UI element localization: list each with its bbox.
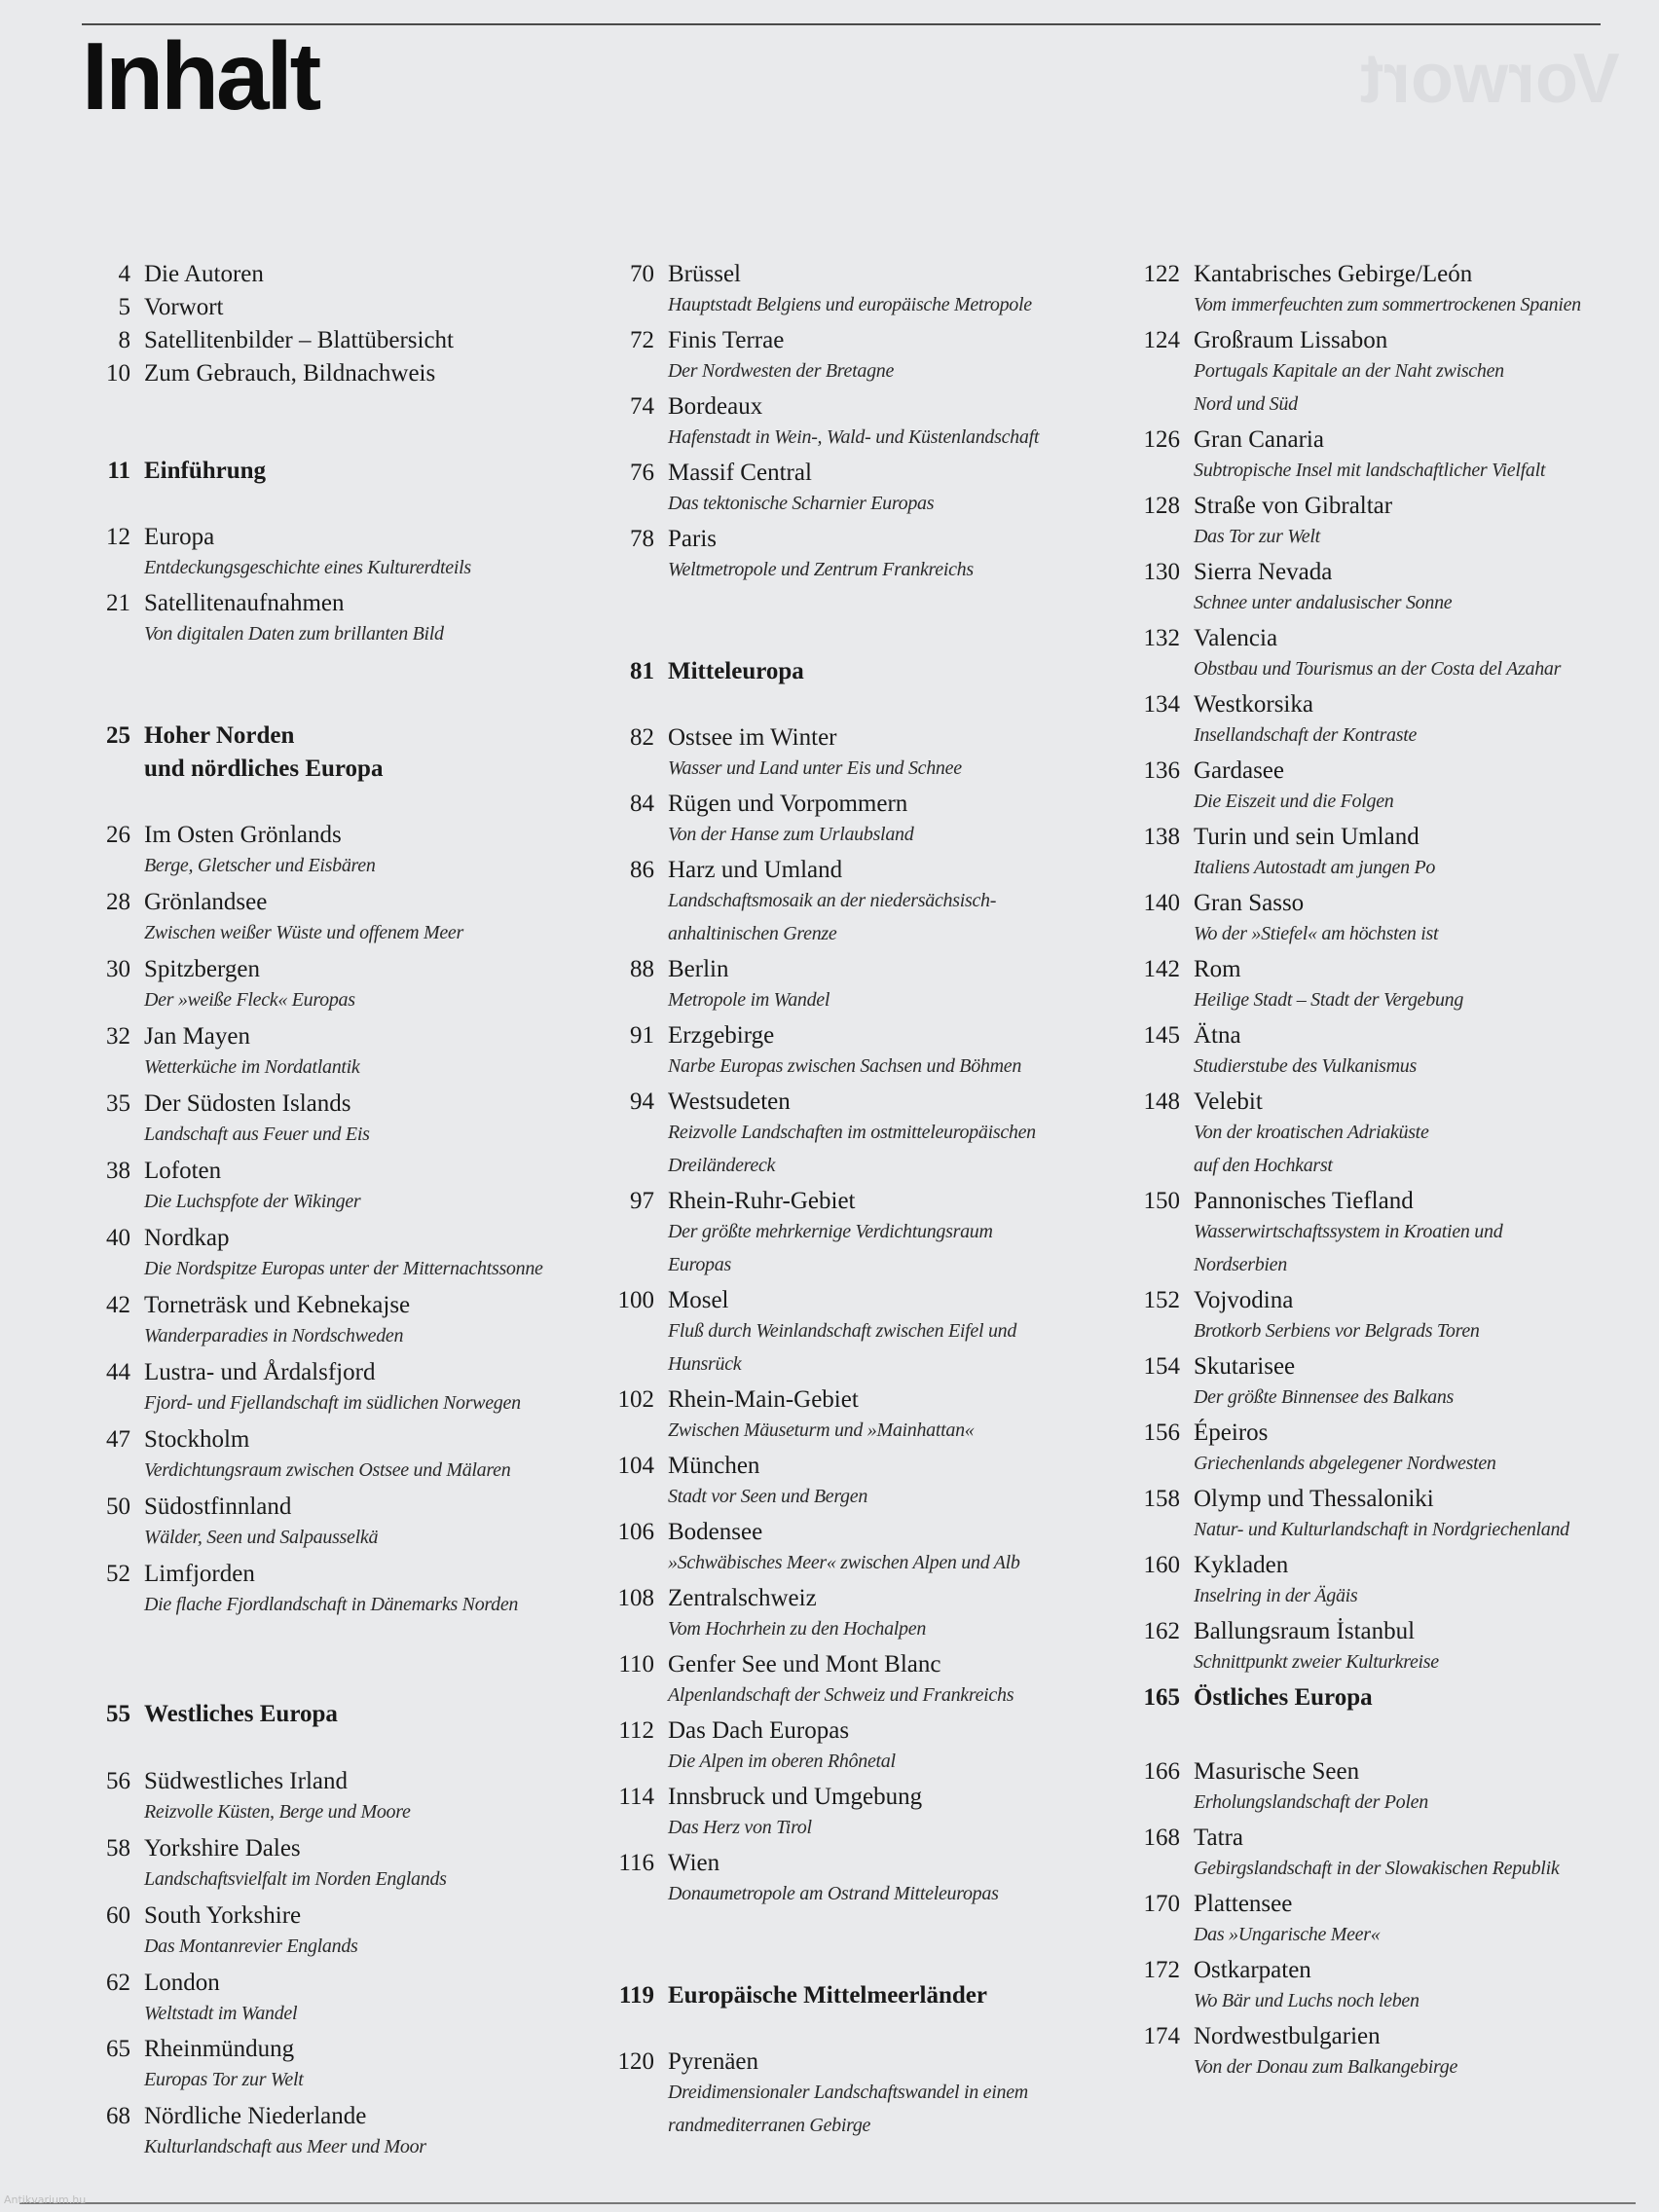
toc-entry-subtitle: Die Alpen im oberen Rhônetal — [668, 1751, 896, 1772]
toc-entry-subtitle: Europas Tor zur Welt — [144, 2069, 304, 2090]
toc-page-number: 120 — [617, 2048, 654, 2075]
toc-entry-title: Velebit — [1194, 1088, 1263, 1115]
toc-page-number: 58 — [106, 1835, 130, 1862]
toc-entry-subtitle: Landschaftsvielfalt im Norden Englands — [144, 1868, 447, 1890]
toc-entry-title: Gran Sasso — [1194, 890, 1305, 916]
toc-entry-subtitle: Hunsrück — [668, 1353, 742, 1375]
toc-entry-subtitle: Donaumetropole am Ostrand Mitteleuropas — [668, 1883, 999, 1904]
toc-entry-subtitle: Der größte Binnensee des Balkans — [1194, 1386, 1455, 1408]
toc-entry-subtitle: Brotkorb Serbiens vor Belgrads Toren — [1194, 1320, 1480, 1342]
toc-entry-title: Straße von Gibraltar — [1194, 493, 1393, 519]
toc-entry-title: Bodensee — [668, 1519, 763, 1545]
toc-page-number: 56 — [106, 1768, 130, 1794]
toc-page-number: 124 — [1143, 327, 1180, 353]
toc-entry-subtitle: Landschaft aus Feuer und Eis — [144, 1124, 370, 1145]
toc-entry-title: Finis Terrae — [668, 327, 785, 353]
toc-entry-title: Innsbruck und Umgebung — [668, 1784, 923, 1810]
toc-page-number: 108 — [617, 1585, 654, 1611]
toc-entry-subtitle: Wälder, Seen und Salpausselkä — [144, 1527, 379, 1548]
toc-entry-title: Limfjorden — [144, 1561, 255, 1587]
toc-page-number: 116 — [618, 1850, 654, 1876]
toc-page-number: 47 — [106, 1426, 130, 1453]
toc-page-number: 154 — [1143, 1353, 1180, 1380]
toc-page-number: 72 — [630, 327, 654, 353]
toc-page-number: 32 — [106, 1023, 130, 1050]
toc-entry-title: Turin und sein Umland — [1194, 824, 1419, 850]
toc-entry-subtitle: Studierstube des Vulkanismus — [1194, 1055, 1417, 1077]
toc-entry-title: Valencia — [1194, 625, 1278, 651]
toc-entry-title: Plattensee — [1194, 1891, 1293, 1917]
toc-entry-title: Lofoten — [144, 1158, 222, 1184]
toc-page-number: 10 — [106, 360, 130, 387]
toc-entry-subtitle: Der größte mehrkernige Verdichtungsraum — [668, 1221, 993, 1242]
toc-entry-subtitle: Nordserbien — [1194, 1254, 1287, 1275]
toc-page-number: 132 — [1143, 625, 1180, 651]
toc-entry-subtitle: Von der Donau zum Balkangebirge — [1194, 2056, 1458, 2078]
toc-entry-title: South Yorkshire — [144, 1902, 302, 1929]
toc-entry-title: Östliches Europa — [1194, 1684, 1373, 1711]
toc-entry-subtitle: Gebirgslandschaft in der Slowakischen Republik — [1194, 1858, 1560, 1879]
toc-entry-title: Rom — [1194, 956, 1241, 982]
toc-page-number: 25 — [106, 722, 130, 749]
toc-page-number: 65 — [106, 2036, 130, 2062]
toc-page-number: 134 — [1143, 691, 1180, 718]
toc-entry-subtitle: Von digitalen Daten zum brillanten Bild — [144, 623, 444, 645]
toc-page-number: 166 — [1143, 1758, 1180, 1785]
toc-entry-title: Gardasee — [1194, 757, 1284, 784]
toc-page-number: 42 — [106, 1292, 130, 1318]
toc-page-number: 145 — [1143, 1022, 1180, 1049]
toc-page-number: 94 — [630, 1088, 654, 1115]
toc-page-number: 119 — [618, 1982, 654, 2009]
toc-entry-title: Nordwestbulgarien — [1194, 2023, 1381, 2049]
toc-entry-subtitle: Hafenstadt in Wein-, Wald- und Küstenlandschaft — [668, 426, 1040, 448]
toc-entry-subtitle: Der Nordwesten der Bretagne — [668, 360, 895, 382]
toc-entry-subtitle: Wasser und Land unter Eis und Schnee — [668, 757, 962, 779]
toc-entry-subtitle: Berge, Gletscher und Eisbären — [144, 855, 376, 876]
toc-page-number: 40 — [106, 1225, 130, 1251]
toc-entry-title: Im Osten Grönlands — [144, 822, 342, 848]
toc-entry-title: Satellitenaufnahmen — [144, 590, 345, 616]
toc-page-number: 91 — [630, 1022, 654, 1049]
toc-page-number: 168 — [1143, 1825, 1180, 1851]
toc-entry-title: Rügen und Vorpommern — [668, 791, 908, 817]
toc-entry-title: Zentralschweiz — [668, 1585, 817, 1611]
toc-entry-title: Die Autoren — [144, 261, 264, 287]
toc-page-number: 60 — [106, 1902, 130, 1929]
toc-entry-title: London — [144, 1970, 220, 1996]
toc-page-number: 136 — [1143, 757, 1180, 784]
toc-page-number: 122 — [1143, 261, 1180, 287]
toc-entry-subtitle: Erholungslandschaft der Polen — [1194, 1791, 1428, 1813]
toc-entry-title: Der Südosten Islands — [144, 1090, 351, 1117]
toc-entry-title: Wien — [668, 1850, 720, 1876]
toc-page-number: 30 — [106, 956, 130, 982]
toc-entry-title: Jan Mayen — [144, 1023, 250, 1050]
toc-page-number: 165 — [1143, 1684, 1180, 1711]
toc-entry-subtitle: Stadt vor Seen und Bergen — [668, 1486, 868, 1507]
toc-page-number: 158 — [1143, 1486, 1180, 1512]
toc-page-number: 76 — [630, 460, 654, 486]
toc-entry-subtitle: Vom Hochrhein zu den Hochalpen — [668, 1618, 927, 1640]
toc-entry-subtitle: Hauptstadt Belgiens und europäische Metropole — [668, 294, 1032, 315]
toc-entry-subtitle: Insellandschaft der Kontraste — [1194, 724, 1418, 746]
toc-entry-title: Sierra Nevada — [1194, 559, 1333, 585]
toc-entry-title: Spitzbergen — [144, 956, 260, 982]
toc-entry-subtitle: Weltstadt im Wandel — [144, 2003, 298, 2024]
toc-page-number: 26 — [106, 822, 130, 848]
toc-page-number: 160 — [1143, 1552, 1180, 1578]
toc-entry-title: Grönlandsee — [144, 889, 268, 915]
toc-page-number: 88 — [630, 956, 654, 982]
toc-entry-subtitle: Verdichtungsraum zwischen Ostsee und Mälaren — [144, 1459, 511, 1481]
toc-entry-subtitle: Schnee unter andalusischer Sonne — [1194, 592, 1453, 613]
toc-entry-title: Das Dach Europas — [668, 1717, 850, 1744]
toc-entry-title: Torneträsk und Kebnekajse — [144, 1292, 411, 1318]
toc-entry-subtitle: Zwischen weißer Wüste und offenem Meer — [144, 922, 463, 943]
toc-page-number: 102 — [617, 1386, 654, 1413]
toc-entry-subtitle: Zwischen Mäuseturm und »Mainhattan« — [668, 1419, 975, 1441]
toc-page-number: 142 — [1143, 956, 1180, 982]
toc-page-number: 4 — [118, 261, 130, 287]
toc-page-number: 21 — [106, 590, 130, 616]
toc-page-number: 82 — [630, 724, 654, 751]
toc-page-number: 114 — [618, 1784, 654, 1810]
toc-entry-subtitle: Heilige Stadt – Stadt der Vergebung — [1194, 989, 1464, 1011]
toc-page-number: 81 — [630, 658, 654, 684]
toc-page-number: 78 — [630, 526, 654, 552]
toc-entry-title: Tatra — [1194, 1825, 1243, 1851]
toc-entry-subtitle: Subtropische Insel mit landschaftlicher Vielfalt — [1194, 460, 1546, 481]
toc-entry-title: Pannonisches Tiefland — [1194, 1188, 1414, 1214]
toc-entry-subtitle: Italiens Autostadt am jungen Po — [1194, 857, 1436, 878]
toc-entry-title: München — [668, 1453, 760, 1479]
toc-entry-title: Vojvodina — [1194, 1287, 1294, 1313]
toc-entry-subtitle: Reizvolle Küsten, Berge und Moore — [144, 1801, 411, 1823]
toc-entry-title: Épeiros — [1194, 1419, 1269, 1446]
toc-page-number: 28 — [106, 889, 130, 915]
toc-entry-subtitle: Das Tor zur Welt — [1194, 526, 1320, 547]
toc-page-number: 150 — [1143, 1188, 1180, 1214]
toc-entry-subtitle: Narbe Europas zwischen Sachsen und Böhmen — [668, 1055, 1022, 1077]
toc-entry-subtitle: Nord und Süd — [1194, 393, 1298, 415]
toc-entry-subtitle: Natur- und Kulturlandschaft in Nordgriechenland — [1194, 1519, 1569, 1540]
toc-page-number: 38 — [106, 1158, 130, 1184]
toc-entry-title: Stockholm — [144, 1426, 250, 1453]
toc-entry-title: Südwestliches Irland — [144, 1768, 348, 1794]
toc-entry-subtitle: Wetterküche im Nordatlantik — [144, 1056, 360, 1078]
toc-page-number: 110 — [618, 1651, 654, 1677]
toc-entry-title: Ätna — [1194, 1022, 1241, 1049]
toc-page-number: 162 — [1143, 1618, 1180, 1644]
toc-page-number: 172 — [1143, 1957, 1180, 1983]
toc-entry-title: Rheinmündung — [144, 2036, 295, 2062]
toc-entry-subtitle: Inselring in der Ägäis — [1194, 1585, 1358, 1606]
toc-entry-title: Olymp und Thessaloniki — [1194, 1486, 1434, 1512]
toc-page-number: 148 — [1143, 1088, 1180, 1115]
toc-entry-subtitle: Dreidimensionaler Landschaftswandel in einem — [668, 2082, 1028, 2103]
toc-page-number: 68 — [106, 2103, 130, 2129]
toc-entry-title: Bordeaux — [668, 393, 763, 420]
toc-entry-title: Mosel — [668, 1287, 729, 1313]
toc-entry-title: Rhein-Ruhr-Gebiet — [668, 1188, 856, 1214]
toc-entry-title: Zum Gebrauch, Bildnachweis — [144, 360, 436, 387]
toc-entry-title: Westkorsika — [1194, 691, 1313, 718]
toc-entry-subtitle: Weltmetropole und Zentrum Frankreichs — [668, 559, 974, 580]
toc-entry-subtitle: Das »Ungarische Meer« — [1194, 1924, 1381, 1945]
toc-entry-title: Skutarisee — [1194, 1353, 1296, 1380]
toc-page-number: 70 — [630, 261, 654, 287]
toc-page-number: 35 — [106, 1090, 130, 1117]
toc-entry-subtitle: Wo Bär und Luchs noch leben — [1194, 1990, 1419, 2011]
toc-page-number: 86 — [630, 857, 654, 883]
toc-entry-title: Erzgebirge — [668, 1022, 775, 1049]
toc-page-number: 50 — [106, 1493, 130, 1520]
toc-entry-title: Brüssel — [668, 261, 741, 287]
toc-entry-title: Hoher Norden — [144, 722, 295, 749]
toc-entry-title: Ballungsraum İstanbul — [1194, 1618, 1416, 1644]
toc-entry-subtitle: Fluß durch Weinlandschaft zwischen Eifel und — [668, 1320, 1017, 1342]
toc-entry-subtitle: Entdeckungsgeschichte eines Kulturerdteils — [144, 557, 471, 578]
toc-entry-title: Westsudeten — [668, 1088, 791, 1115]
toc-entry-subtitle: Portugals Kapitale an der Naht zwischen — [1194, 360, 1504, 382]
toc-entry-subtitle: anhaltinischen Grenze — [668, 923, 837, 944]
toc-page-number: 74 — [630, 393, 654, 420]
toc-entry-subtitle: Das Montanrevier Englands — [144, 1936, 358, 1957]
toc-entry-subtitle: Dreiländereck — [668, 1155, 776, 1176]
toc-entry-subtitle: Von der Hanse zum Urlaubsland — [668, 824, 914, 845]
toc-entry-title: Vorwort — [144, 294, 224, 320]
toc-entry-title: Berlin — [668, 956, 729, 982]
toc-page-number: 97 — [630, 1188, 654, 1214]
toc-page-number: 138 — [1143, 824, 1180, 850]
toc-page-number: 55 — [106, 1701, 130, 1727]
toc-entry-subtitle: Das tektonische Scharnier Europas — [668, 493, 935, 514]
toc-page-number: 106 — [617, 1519, 654, 1545]
toc-entry-title: Südostfinnland — [144, 1493, 292, 1520]
toc-page-number: 62 — [106, 1970, 130, 1996]
toc-entry-subtitle: randmediterranen Gebirge — [668, 2115, 871, 2136]
toc-entry-title: Masurische Seen — [1194, 1758, 1360, 1785]
bottom-rule — [19, 2202, 1636, 2204]
toc-entry-title: Genfer See und Mont Blanc — [668, 1651, 941, 1677]
toc-entry-subtitle: Vom immerfeuchten zum sommertrockenen Spanien — [1194, 294, 1581, 315]
toc-entry-title-line2: und nördliches Europa — [144, 756, 384, 782]
toc-entry-subtitle: Die Nordspitze Europas unter der Mitternachtssonne — [144, 1258, 543, 1279]
toc-entry-title: Kykladen — [1194, 1552, 1289, 1578]
toc-page-number: 152 — [1143, 1287, 1180, 1313]
toc-entry-subtitle: auf den Hochkarst — [1194, 1155, 1333, 1176]
toc-entry-subtitle: Wanderparadies in Nordschweden — [144, 1325, 404, 1346]
toc-entry-title: Gran Canaria — [1194, 426, 1324, 453]
toc-entry-title: Ostkarpaten — [1194, 1957, 1311, 1983]
toc-entry-title: Rhein-Main-Gebiet — [668, 1386, 859, 1413]
toc-entry-subtitle: Die flache Fjordlandschaft in Dänemarks Norden — [144, 1594, 519, 1615]
toc-entry-title: Pyrenäen — [668, 2048, 759, 2075]
toc-page-number: 44 — [106, 1359, 130, 1385]
toc-page-number: 140 — [1143, 890, 1180, 916]
toc-entry-title: Paris — [668, 526, 717, 552]
toc-page-number: 12 — [106, 524, 130, 550]
toc-entry-subtitle: Die Luchspfote der Wikinger — [144, 1191, 361, 1212]
toc-entry-subtitle: Wo der »Stiefel« am höchsten ist — [1194, 923, 1439, 944]
toc-entry-title: Ostsee im Winter — [668, 724, 837, 751]
toc-page-number: 156 — [1143, 1419, 1180, 1446]
toc-entry-subtitle: Wasserwirtschaftssystem in Kroatien und — [1194, 1221, 1503, 1242]
toc-entry-subtitle: Schnittpunkt zweier Kulturkreise — [1194, 1651, 1439, 1673]
toc-page-number: 11 — [107, 458, 130, 484]
toc-entry-subtitle: Fjord- und Fjellandschaft im südlichen Norwegen — [144, 1392, 521, 1414]
toc-entry-subtitle: Metropole im Wandel — [668, 989, 830, 1011]
ghost-heading-show-through: Vorwort — [1360, 40, 1620, 118]
toc-entry-subtitle: Reizvolle Landschaften im ostmitteleuropäischen — [668, 1122, 1036, 1143]
toc-entry-subtitle: Kulturlandschaft aus Meer und Moor — [144, 2136, 426, 2157]
toc-entry-subtitle: Europas — [668, 1254, 731, 1275]
toc-entry-title: Europäische Mittelmeerländer — [668, 1982, 987, 2009]
toc-entry-title: Großraum Lissabon — [1194, 327, 1388, 353]
toc-entry-title: Einführung — [144, 458, 267, 484]
page-title: Inhalt — [82, 22, 319, 129]
watermark: Antikvarium.hu — [4, 2194, 87, 2206]
toc-entry-title: Yorkshire Dales — [144, 1835, 301, 1862]
toc-page-number: 104 — [617, 1453, 654, 1479]
toc-entry-subtitle: Der »weiße Fleck« Europas — [144, 989, 355, 1011]
toc-entry-title: Satellitenbilder – Blattübersicht — [144, 327, 454, 353]
toc-page-number: 128 — [1143, 493, 1180, 519]
toc-entry-title: Europa — [144, 524, 215, 550]
toc-page-number: 100 — [617, 1287, 654, 1313]
toc-entry-subtitle: Obstbau und Tourismus an der Costa del Azahar — [1194, 658, 1562, 680]
toc-entry-title: Nördliche Niederlande — [144, 2103, 367, 2129]
toc-page-number: 126 — [1143, 426, 1180, 453]
toc-page-number: 5 — [118, 294, 130, 320]
toc-entry-title: Kantabrisches Gebirge/León — [1194, 261, 1473, 287]
toc-entry-title: Nordkap — [144, 1225, 230, 1251]
toc-entry-subtitle: Das Herz von Tirol — [668, 1817, 812, 1838]
toc-entry-subtitle: Die Eiszeit und die Folgen — [1194, 791, 1394, 812]
toc-entry-title: Lustra- und Årdalsfjord — [144, 1359, 376, 1385]
toc-page-number: 170 — [1143, 1891, 1180, 1917]
toc-page-number: 8 — [118, 327, 130, 353]
toc-page-number: 130 — [1143, 559, 1180, 585]
toc-page-number: 52 — [106, 1561, 130, 1587]
toc-page-number: 174 — [1143, 2023, 1180, 2049]
toc-entry-title: Mitteleuropa — [668, 658, 804, 684]
toc-entry-title: Westliches Europa — [144, 1701, 338, 1727]
toc-entry-subtitle: Alpenlandschaft der Schweiz und Frankreichs — [668, 1684, 1014, 1706]
toc-entry-title: Massif Central — [668, 460, 812, 486]
toc-page-number: 84 — [630, 791, 654, 817]
toc-entry-subtitle: Von der kroatischen Adriaküste — [1194, 1122, 1429, 1143]
toc-entry-subtitle: »Schwäbisches Meer« zwischen Alpen und Alb — [668, 1552, 1020, 1573]
toc-page-number: 112 — [618, 1717, 654, 1744]
toc-entry-subtitle: Landschaftsmosaik an der niedersächsisch- — [668, 890, 997, 911]
toc-entry-subtitle: Griechenlands abgelegener Nordwesten — [1194, 1453, 1496, 1474]
toc-entry-title: Harz und Umland — [668, 857, 843, 883]
